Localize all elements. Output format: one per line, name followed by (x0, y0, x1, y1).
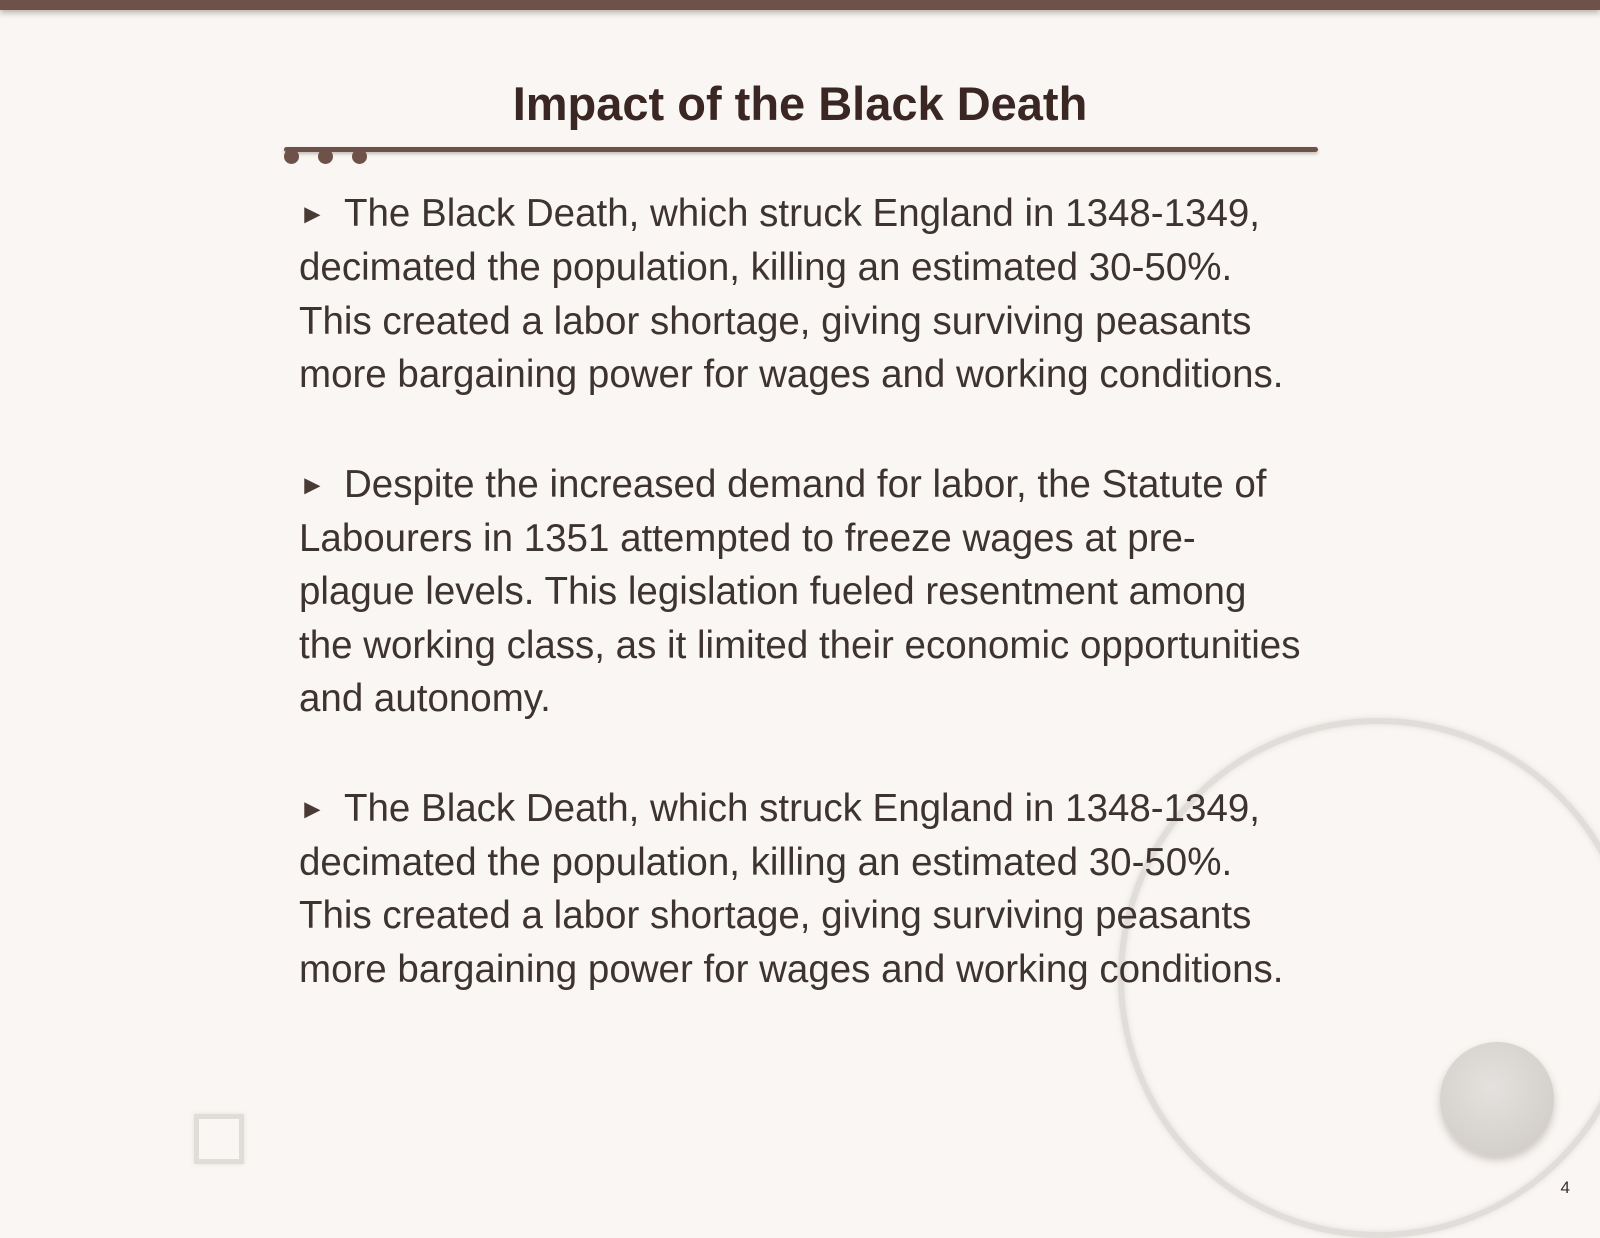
bullet-text: The Black Death, which struck England in 1348-1349, decimated the population, killing an estimated 30-50%. This created a labor shortage, giving surviving peasants more bargaining power for wages and working conditions. (299, 192, 1284, 397)
title-rule-dot (318, 149, 333, 164)
triangle-right-icon: ► (299, 469, 326, 500)
decorative-square (194, 1114, 244, 1164)
title-underline (284, 147, 1318, 152)
decorative-disc (1440, 1042, 1554, 1156)
title-rule-dot (284, 149, 299, 164)
bullet-item (299, 458, 1309, 726)
triangle-right-icon: ► (299, 199, 326, 229)
bullet-item (299, 187, 1309, 402)
bullet-text: The Black Death, which struck England in 1348-1349, decimated the population, killing an estimated 30-50%. This created a labor shortage, giving surviving peasants more bargaining power for wages and working conditions. (299, 786, 1284, 991)
bullet-item (299, 782, 1309, 997)
bullet-text: Despite the increased demand for labor, the Statute of Labourers in 1351 attempted to freeze wages at pre-plague levels. This legislation fueled resentment among the working class, as it limited their economic opportunities and autonomy. (299, 462, 1301, 721)
slide-title: Impact of the Black Death (512, 77, 1088, 130)
triangle-right-icon: ► (299, 793, 326, 824)
top-accent-bar (0, 0, 1600, 10)
title-rule-dot (352, 149, 367, 164)
page-number: 4 (1560, 1178, 1570, 1197)
slide-content (299, 187, 1309, 1052)
